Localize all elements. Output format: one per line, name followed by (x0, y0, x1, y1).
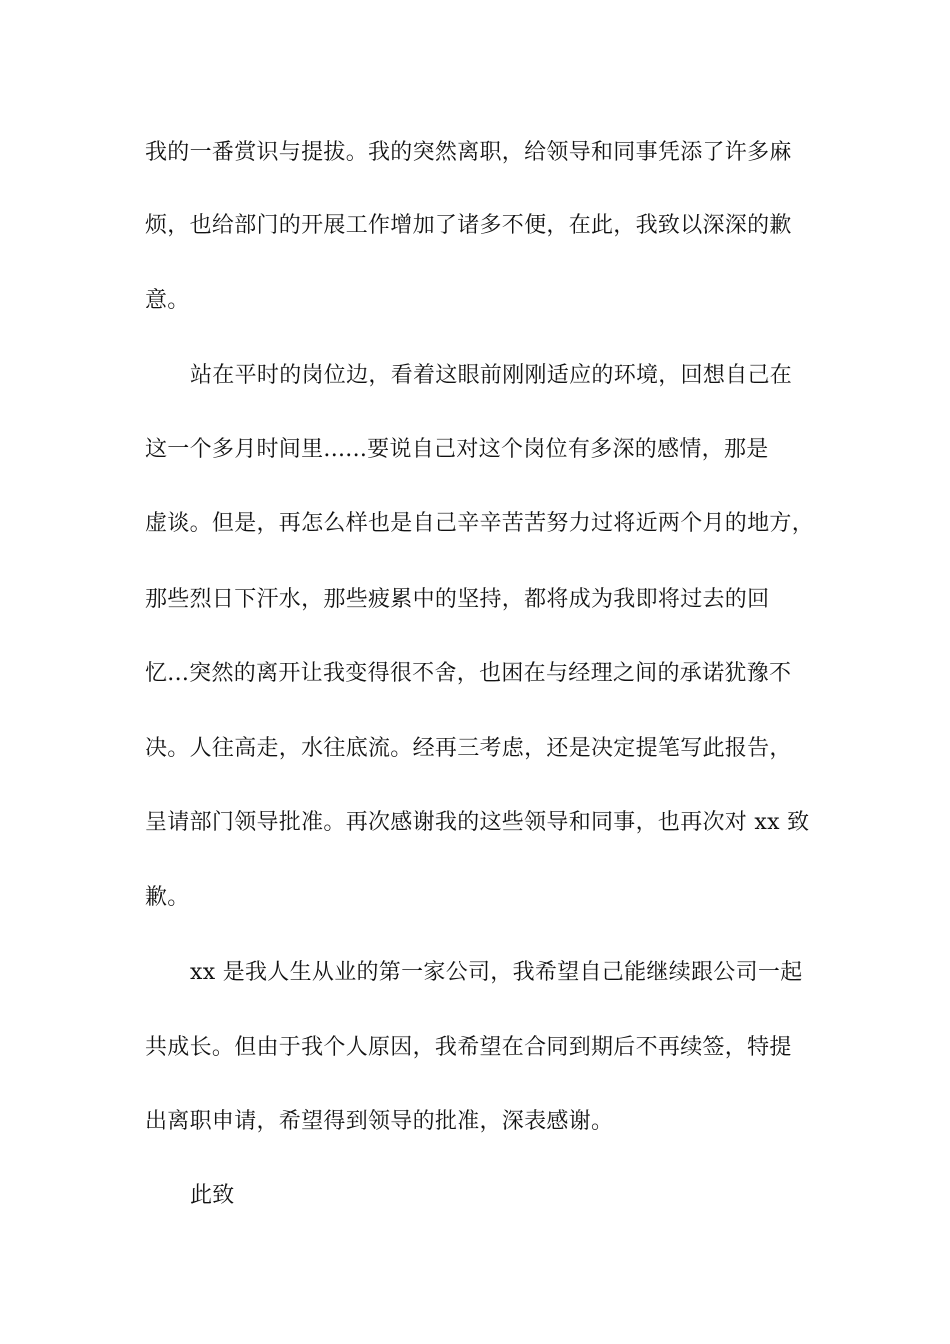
paragraph-2-line-5: 忆...突然的离开让我变得很不舍，也困在与经理之间的承诺犹豫不 (145, 661, 792, 686)
paragraph-2-line-3: 虚谈。但是，再怎么样也是自己辛辛苦苦努力过将近两个月的地方， (145, 511, 815, 536)
paragraph-2-line-2: 这一个多月时间里......要说自己对这个岗位有多深的感情，那是 (145, 437, 769, 462)
paragraph-1-line-3: 意。 (145, 288, 190, 313)
paragraph-3-line-2: 共成长。但由于我个人原因，我希望在合同到期后不再续签，特提 (145, 1035, 792, 1060)
paragraph-2-line-7: 呈请部门领导批准。再次感谢我的这些领导和同事，也再次对 xx 致 (145, 810, 810, 835)
paragraph-2-line-4: 那些烈日下汗水，那些疲累中的坚持，都将成为我即将过去的回 (145, 587, 770, 612)
paragraph-1-line-2: 烦，也给部门的开展工作增加了诸多不便，在此，我致以深深的歉 (145, 213, 792, 238)
paragraph-3-line-1: xx 是我人生从业的第一家公司，我希望自己能继续跟公司一起 (190, 960, 803, 985)
closing-salutation: 此致 (190, 1183, 235, 1208)
paragraph-2-line-1: 站在平时的岗位边，看着这眼前刚刚适应的环境，回想自己在 (190, 363, 793, 388)
paragraph-2-line-8: 歉。 (145, 885, 190, 910)
paragraph-3-line-3: 出离职申请，希望得到领导的批准，深表感谢。 (145, 1109, 614, 1134)
paragraph-2-line-6: 决。人往高走，水往底流。经再三考虑，还是决定提笔写此报告， (145, 736, 792, 761)
paragraph-1-line-1: 我的一番赏识与提拔。我的突然离职，给领导和同事凭添了许多麻 (145, 140, 792, 165)
